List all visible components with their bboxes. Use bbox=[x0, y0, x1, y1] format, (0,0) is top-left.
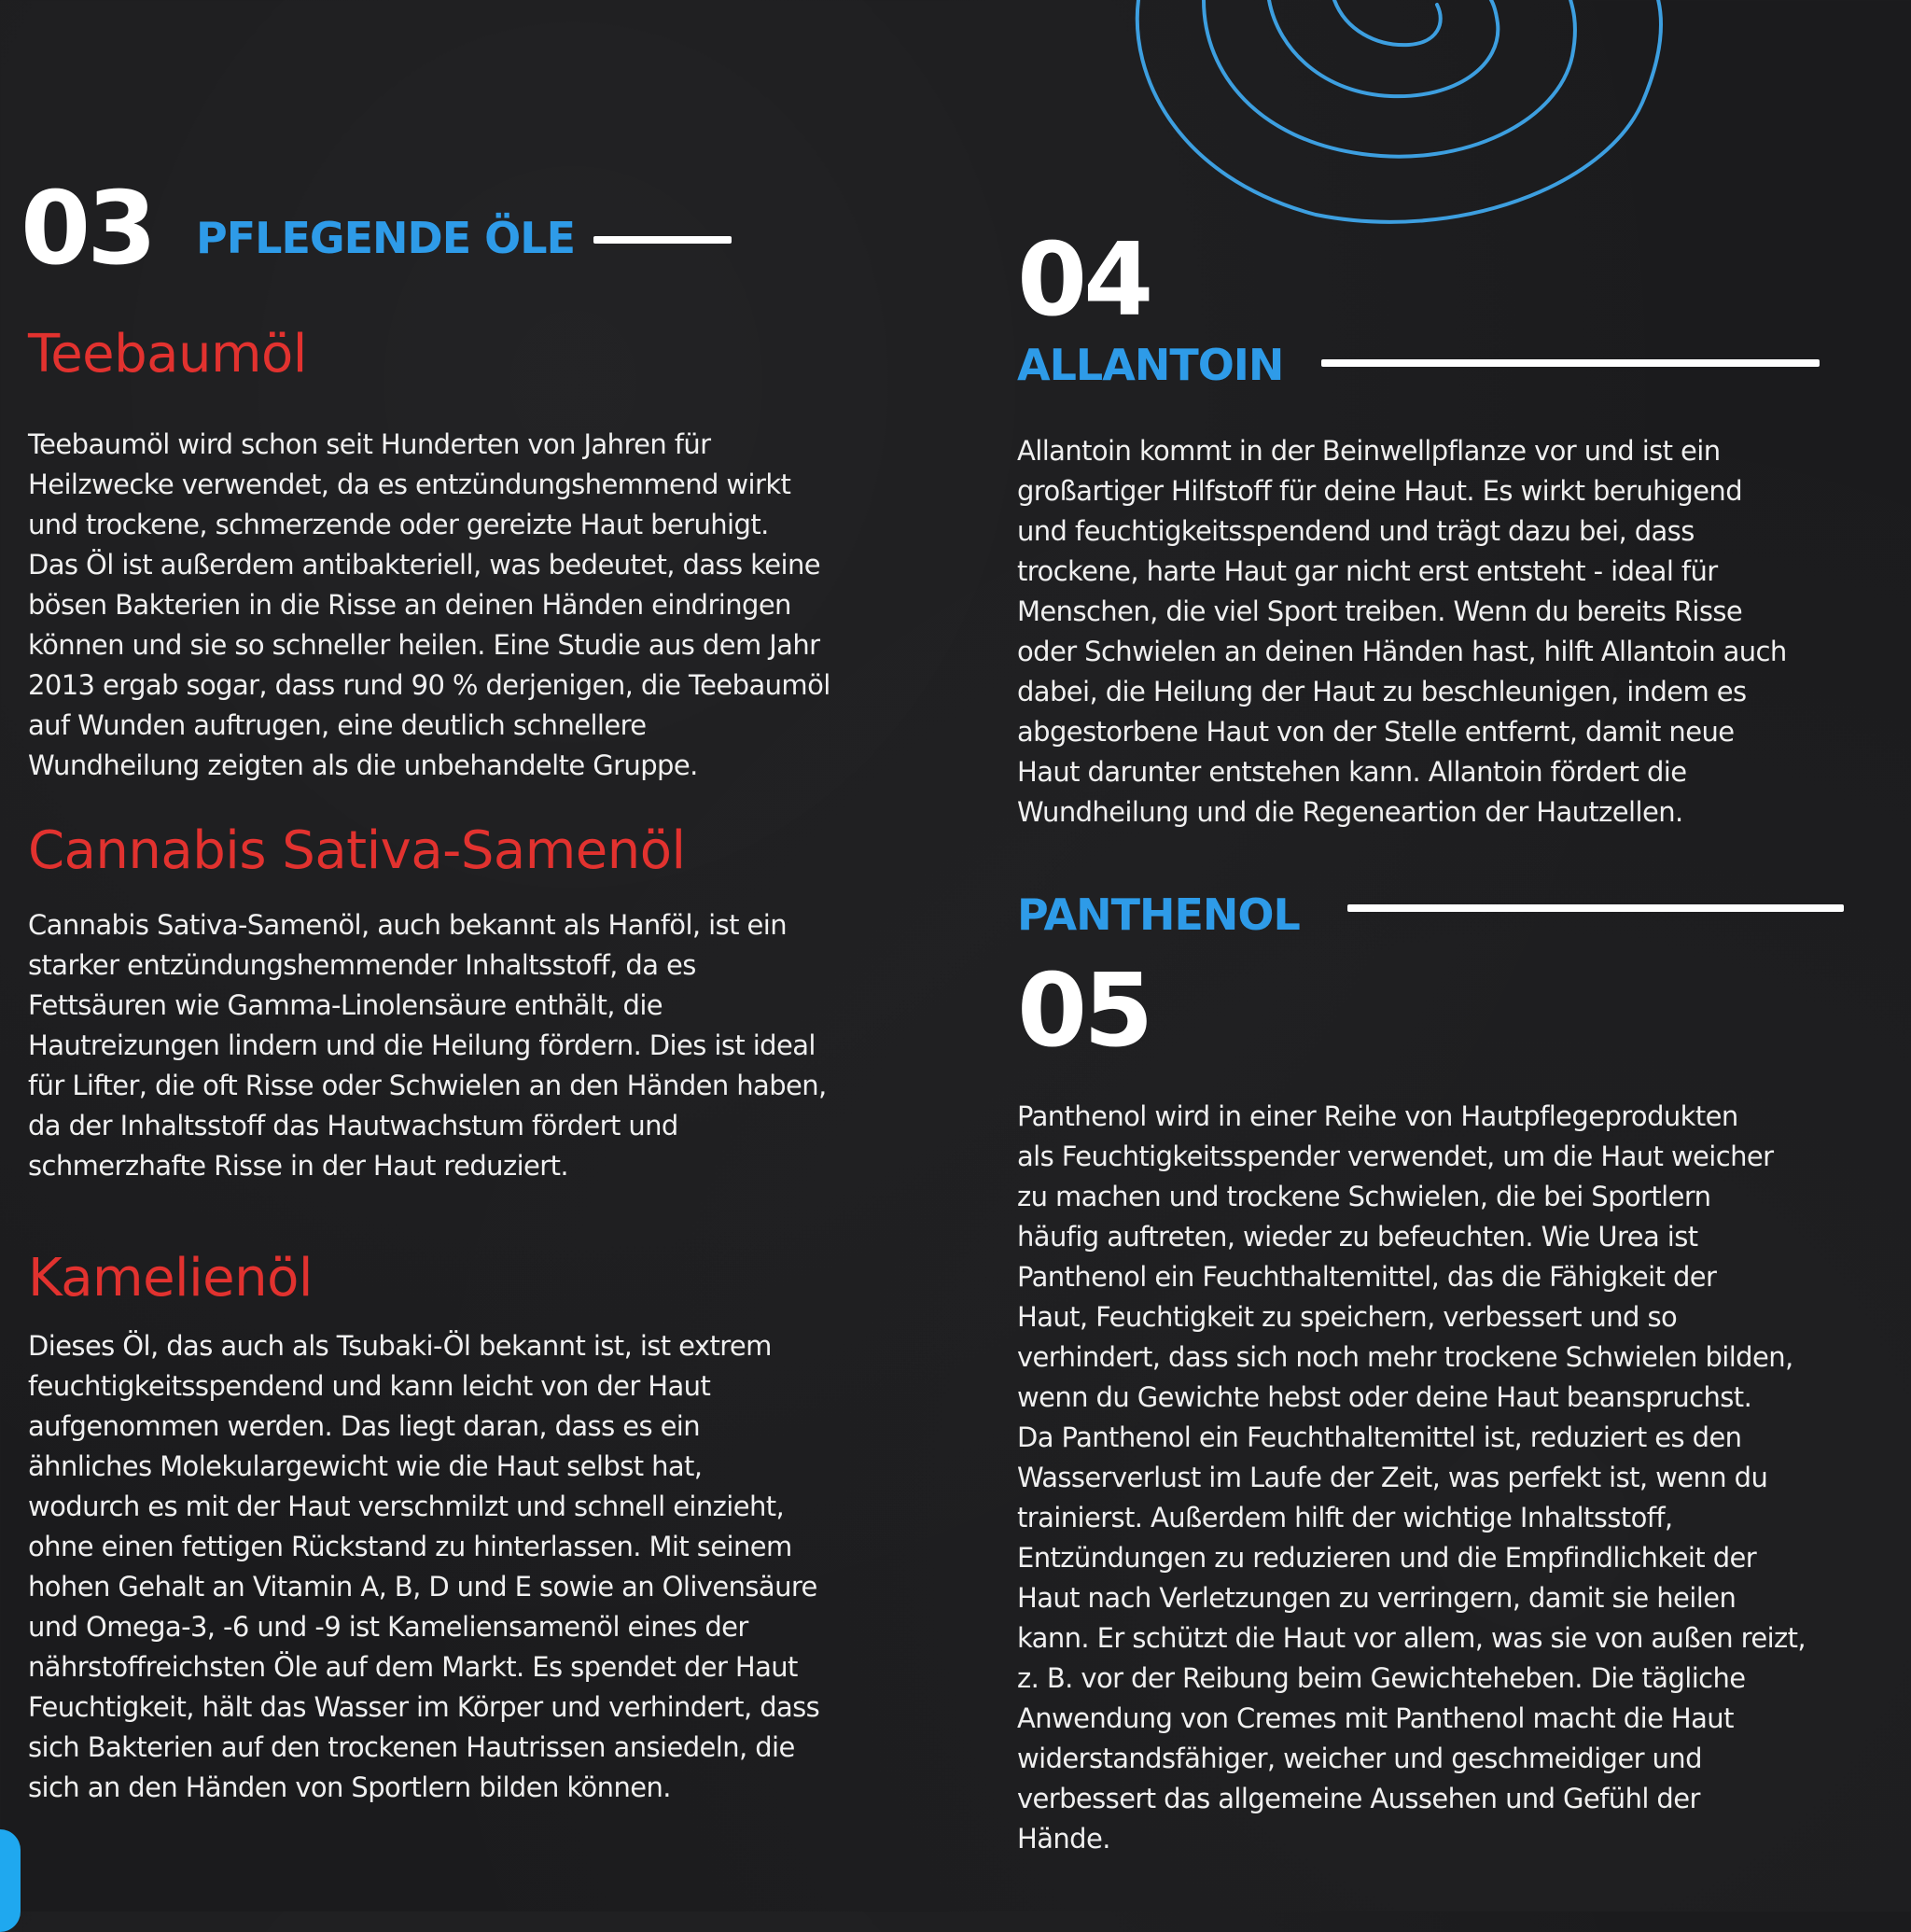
section-05-title: PANTHENOL bbox=[1017, 889, 1300, 940]
text-line: wodurch es mit der Haut verschmilzt und schnell einzieht, bbox=[28, 1491, 785, 1522]
contour-lines-decoration bbox=[1101, 0, 1698, 243]
text-line: Das Öl ist außerdem antibakteriell, was bedeutet, dass keine bbox=[28, 549, 821, 581]
text-line: trainierst. Außerdem hilft der wichtige Inhaltsstoff, bbox=[1017, 1502, 1673, 1533]
text-line: Fettsäuren wie Gamma-Linolensäure enthält, die bbox=[28, 989, 663, 1021]
text-line: Teebaumöl wird schon seit Hunderten von Jahren für bbox=[28, 428, 711, 460]
text-line: zu machen und trockene Schwielen, die bei Sportlern bbox=[1017, 1181, 1711, 1212]
text-line: Panthenol ein Feuchthaltemittel, das die Fähigkeit der bbox=[1017, 1261, 1717, 1293]
text-line: Da Panthenol ein Feuchthaltemittel ist, reduziert es den bbox=[1017, 1421, 1742, 1453]
oil-title-cannabis-sativa: Cannabis Sativa-Samenöl bbox=[28, 820, 686, 881]
text-line: häufig auftreten, wieder zu befeuchten. Wie Urea ist bbox=[1017, 1221, 1698, 1253]
section-04-number: 04 bbox=[1017, 222, 1151, 339]
oil-text-cannabis-sativa bbox=[28, 905, 942, 1186]
text-line: Allantoin kommt in der Beinwellpflanze vor und ist ein bbox=[1017, 435, 1721, 467]
text-line: trockene, harte Haut gar nicht erst entsteht - ideal für bbox=[1017, 555, 1718, 587]
section-03-title: PFLEGENDE ÖLE bbox=[196, 213, 576, 263]
section-04-divider bbox=[1321, 359, 1820, 367]
text-line: Wundheilung zeigten als die unbehandelte Gruppe. bbox=[28, 749, 698, 781]
text-line: sich Bakterien auf den trockenen Hautrissen ansiedeln, die bbox=[28, 1731, 795, 1763]
text-line: sich an den Händen von Sportlern bilden können. bbox=[28, 1771, 671, 1803]
oil-title-kamelienoel: Kamelienöl bbox=[28, 1248, 313, 1309]
section-04-text bbox=[1017, 431, 1894, 833]
text-line: oder Schwielen an deinen Händen hast, hilft Allantoin auch bbox=[1017, 636, 1787, 667]
text-line: kann. Er schützt die Haut vor allem, was sie von außen reizt, bbox=[1017, 1622, 1806, 1654]
text-line: und Omega-3, -6 und -9 ist Kameliensamenöl eines der bbox=[28, 1611, 748, 1643]
text-line: dabei, die Heilung der Haut zu beschleunigen, indem es bbox=[1017, 676, 1747, 707]
text-line: z. B. vor der Reibung beim Gewichteheben. Die tägliche bbox=[1017, 1662, 1746, 1694]
text-line: da der Inhaltsstoff das Hautwachstum fördert und bbox=[28, 1110, 678, 1141]
text-line: bösen Bakterien in die Risse an deinen Händen eindringen bbox=[28, 589, 791, 621]
text-line: Hautreizungen lindern und die Heilung fördern. Dies ist ideal bbox=[28, 1029, 816, 1061]
text-line: aufgenommen werden. Das liegt daran, dass es ein bbox=[28, 1410, 701, 1442]
text-line: Entzündungen zu reduzieren und die Empfindlichkeit der bbox=[1017, 1542, 1757, 1574]
section-04-title: ALLANTOIN bbox=[1017, 340, 1284, 390]
text-line: und feuchtigkeitsspendend und trägt dazu bei, dass bbox=[1017, 515, 1695, 547]
section-03-divider bbox=[593, 236, 732, 244]
text-line: starker entzündungshemmender Inhaltsstoff, da es bbox=[28, 949, 696, 981]
corner-accent-shape bbox=[0, 1829, 21, 1932]
text-line: verbessert das allgemeine Aussehen und Gefühl der bbox=[1017, 1783, 1700, 1814]
text-line: Anwendung von Cremes mit Panthenol macht die Haut bbox=[1017, 1702, 1734, 1734]
text-line: für Lifter, die oft Risse oder Schwielen an den Händen haben, bbox=[28, 1070, 827, 1101]
text-line: Cannabis Sativa-Samenöl, auch bekannt als Hanföl, ist ein bbox=[28, 909, 787, 941]
text-line: Panthenol wird in einer Reihe von Hautpflegeprodukten bbox=[1017, 1100, 1738, 1132]
text-line: Wasserverlust im Laufe der Zeit, was perfekt ist, wenn du bbox=[1017, 1462, 1768, 1493]
text-line: Heilzwecke verwendet, da es entzündungshemmend wirkt bbox=[28, 469, 791, 500]
oil-text-teebaumoel bbox=[28, 425, 942, 786]
oil-title-teebaumoel: Teebaumöl bbox=[28, 324, 307, 385]
text-line: Hände. bbox=[1017, 1823, 1110, 1855]
text-line: verhindert, dass sich noch mehr trockene Schwielen bilden, bbox=[1017, 1341, 1793, 1373]
text-line: Dieses Öl, das auch als Tsubaki-Öl bekannt ist, ist extrem bbox=[28, 1330, 772, 1362]
text-line: Haut darunter entstehen kann. Allantoin fördert die bbox=[1017, 756, 1687, 788]
text-line: großartiger Hilfstoff für deine Haut. Es wirkt beruhigend bbox=[1017, 475, 1743, 507]
text-line: nährstoffreichsten Öle auf dem Markt. Es spendet der Haut bbox=[28, 1651, 798, 1683]
section-05-divider bbox=[1347, 904, 1844, 912]
text-line: feuchtigkeitsspendend und kann leicht von der Haut bbox=[28, 1370, 711, 1402]
text-line: auf Wunden auftrugen, eine deutlich schnellere bbox=[28, 709, 647, 741]
text-line: Menschen, die viel Sport treiben. Wenn du bereits Risse bbox=[1017, 595, 1743, 627]
section-03-number: 03 bbox=[21, 171, 154, 287]
text-line: Haut, Feuchtigkeit zu speichern, verbessert und so bbox=[1017, 1301, 1678, 1333]
text-line: und trockene, schmerzende oder gereizte Haut beruhigt. bbox=[28, 509, 769, 540]
section-05-number: 05 bbox=[1017, 953, 1151, 1070]
section-05-text bbox=[1017, 1097, 1894, 1859]
text-line: 2013 ergab sogar, dass rund 90 % derjenigen, die Teebaumöl bbox=[28, 669, 830, 701]
text-line: Haut nach Verletzungen zu verringern, damit sie heilen bbox=[1017, 1582, 1737, 1614]
text-line: Wundheilung und die Regeneartion der Hautzellen. bbox=[1017, 796, 1683, 828]
text-line: widerstandsfähiger, weicher und geschmeidiger und bbox=[1017, 1743, 1702, 1774]
text-line: schmerzhafte Risse in der Haut reduziert. bbox=[28, 1150, 568, 1182]
text-line: abgestorbene Haut von der Stelle entfernt, damit neue bbox=[1017, 716, 1735, 748]
text-line: ohne einen fettigen Rückstand zu hinterlassen. Mit seinem bbox=[28, 1531, 792, 1562]
text-line: Feuchtigkeit, hält das Wasser im Körper und verhindert, dass bbox=[28, 1691, 820, 1723]
text-line: können und sie so schneller heilen. Eine Studie aus dem Jahr bbox=[28, 629, 820, 661]
text-line: wenn du Gewichte hebst oder deine Haut beanspruchst. bbox=[1017, 1381, 1752, 1413]
text-line: hohen Gehalt an Vitamin A, B, D und E sowie an Olivensäure bbox=[28, 1571, 817, 1603]
oil-text-kamelienoel bbox=[28, 1326, 942, 1808]
text-line: als Feuchtigkeitsspender verwendet, um die Haut weicher bbox=[1017, 1141, 1774, 1172]
text-line: ähnliches Molekulargewicht wie die Haut selbst hat, bbox=[28, 1450, 703, 1482]
